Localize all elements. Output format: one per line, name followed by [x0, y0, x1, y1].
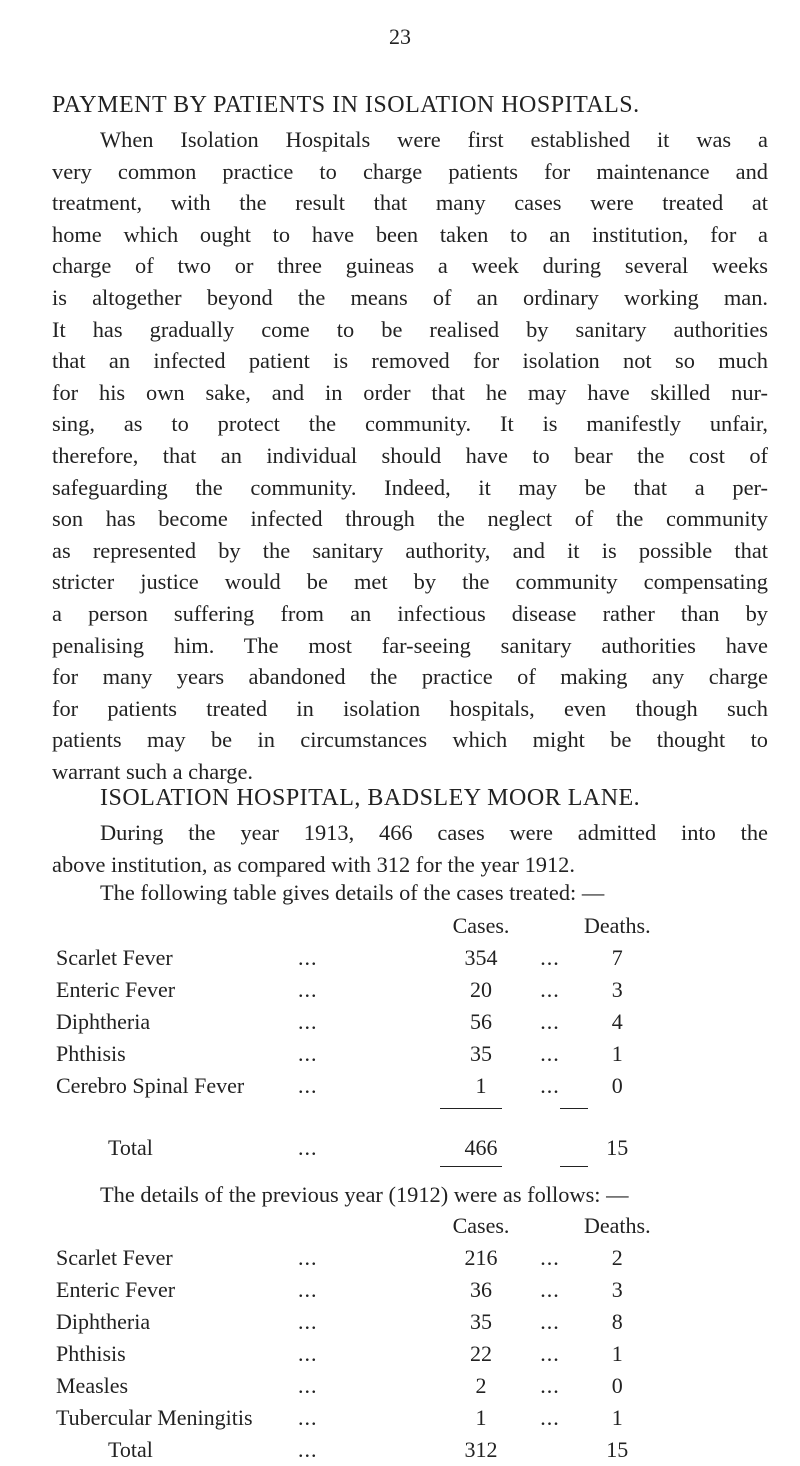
deaths-value: 1	[611, 1341, 623, 1366]
section-heading-isolation-hospital: ISOLATION HOSPITAL, BADSLEY MOOR LANE.	[100, 785, 641, 811]
table-row	[56, 1306, 651, 1338]
text-line: that an infected patient is removed for isolation not so much	[52, 348, 768, 374]
table1-col-deaths: Deaths.	[584, 913, 651, 938]
table1-col-cases: Cases.	[452, 913, 510, 938]
admissions-paragraph	[52, 817, 768, 880]
leader-dots: ...	[298, 1009, 318, 1034]
text-line: charge of two or three guineas a week during several weeks	[52, 253, 768, 279]
table-row	[56, 1070, 651, 1102]
disease-name: Phthisis	[56, 1041, 126, 1066]
leader-dots: ...	[540, 945, 560, 970]
leader-dots: ...	[540, 1041, 560, 1066]
leader-dots: ...	[298, 1073, 318, 1098]
leader-dots: ...	[540, 1309, 560, 1334]
leader-dots: ...	[298, 1309, 318, 1334]
cases-value: 1	[475, 1073, 487, 1098]
leader-dots: ...	[298, 1277, 318, 1302]
leader-dots: ...	[540, 977, 560, 1002]
table1-cases-rule-top	[440, 1108, 502, 1109]
cases-value: 36	[470, 1277, 492, 1302]
text-line: therefore, that an individual should have to bear the cost of	[52, 442, 768, 468]
leader-dots: ...	[540, 1341, 560, 1366]
text-line: for patients treated in isolation hospitals, even though such	[52, 695, 768, 721]
leader-dots: ...	[298, 1041, 318, 1066]
disease-name: Enteric Fever	[56, 977, 176, 1002]
deaths-value: 1	[611, 1041, 623, 1066]
table1-deaths-rule-top	[560, 1108, 588, 1109]
text-line: penalising him. The most far-seeing sanitary authorities have	[52, 632, 768, 658]
cases-value: 22	[470, 1341, 492, 1366]
table1-header-row	[56, 910, 651, 942]
table2-intro: The details of the previous year (1912) were as follows: —	[100, 1182, 629, 1207]
text-line: When Isolation Hospitals were first established it was a	[100, 127, 768, 152]
disease-name: Tubercular Meningitis	[56, 1405, 253, 1430]
text-line: stricter justice would be met by the community compensating	[52, 569, 768, 595]
table-row	[56, 1370, 651, 1402]
text-line: for many years abandoned the practice of making any charge	[52, 664, 768, 690]
table-row	[56, 942, 651, 974]
deaths-value: 2	[611, 1245, 623, 1270]
leader-dots: ...	[298, 977, 318, 1002]
deaths-value: 0	[611, 1373, 623, 1398]
table2-total-row	[56, 1434, 651, 1466]
page-number: 23	[389, 24, 411, 49]
text-line: is altogether beyond the means of an ordinary working man.	[52, 284, 768, 310]
deaths-value: 0	[611, 1073, 623, 1098]
section-heading-payment: PAYMENT BY PATIENTS IN ISOLATION HOSPITALS.	[52, 92, 640, 118]
disease-name: Measles	[56, 1373, 129, 1398]
disease-name: Phthisis	[56, 1341, 126, 1366]
deaths-value: 8	[611, 1309, 623, 1334]
leader-dots: ...	[298, 1373, 318, 1398]
disease-name: Enteric Fever	[56, 1277, 176, 1302]
table1-total-row	[56, 1132, 651, 1164]
deaths-value: 4	[611, 1009, 623, 1034]
text-line: son has become infected through the neglect of the community	[52, 506, 768, 532]
text-line: treatment, with the result that many cases were treated at	[52, 190, 768, 216]
leader-dots: ...	[540, 1245, 560, 1270]
text-line: a person suffering from an infectious disease rather than by	[52, 600, 768, 626]
table2-total-cases: 312	[464, 1437, 498, 1462]
table1-1913	[56, 910, 651, 1164]
cases-value: 35	[470, 1309, 492, 1334]
disease-name: Scarlet Fever	[56, 945, 173, 970]
table2-header-row	[56, 1210, 651, 1242]
text-line: It has gradually come to be realised by sanitary authorities	[52, 316, 768, 342]
table1-total-label: Total	[108, 1135, 153, 1160]
table1-cases-rule-bottom	[440, 1166, 502, 1167]
table1-deaths-rule-bottom	[560, 1166, 588, 1167]
leader-dots: ...	[298, 1405, 318, 1430]
disease-name: Diphtheria	[56, 1309, 151, 1334]
cases-value: 35	[470, 1041, 492, 1066]
leader-dots: ...	[298, 1437, 318, 1462]
leader-dots: ...	[298, 1245, 318, 1270]
leader-dots: ...	[298, 945, 318, 970]
table-row	[56, 1402, 651, 1434]
table-row	[56, 1242, 651, 1274]
cases-value: 20	[470, 977, 492, 1002]
table-row	[56, 974, 651, 1006]
cases-value: 1	[475, 1405, 487, 1430]
text-line: patients may be in circumstances which might be thought to	[52, 727, 768, 753]
cases-value: 56	[470, 1009, 492, 1034]
table1-intro: The following table gives details of the cases treated: —	[100, 880, 605, 905]
table-row	[56, 1006, 651, 1038]
text-line: above institution, as compared with 312 for the year 1912.	[52, 851, 575, 877]
disease-name: Scarlet Fever	[56, 1245, 173, 1270]
cases-value: 354	[464, 945, 498, 970]
leader-dots: ...	[540, 1405, 560, 1430]
table2-col-deaths: Deaths.	[584, 1213, 651, 1238]
text-line: home which ought to have been taken to an institution, for a	[52, 221, 768, 247]
cases-value: 216	[464, 1245, 498, 1270]
disease-name: Cerebro Spinal Fever	[56, 1073, 245, 1098]
payment-paragraph	[52, 124, 768, 787]
deaths-value: 3	[611, 977, 623, 1002]
table-row	[56, 1274, 651, 1306]
leader-dots: ...	[298, 1135, 318, 1160]
disease-name: Diphtheria	[56, 1009, 151, 1034]
text-line: as represented by the sanitary authority, and it is possible that	[52, 537, 768, 563]
table2-total-label: Total	[108, 1437, 153, 1462]
leader-dots: ...	[540, 1073, 560, 1098]
table2-col-cases: Cases.	[452, 1213, 510, 1238]
text-line: very common practice to charge patients for maintenance and	[52, 158, 768, 184]
table2-1912	[56, 1210, 651, 1466]
deaths-value: 1	[611, 1405, 623, 1430]
text-line: sing, as to protect the community. It is manifestly unfair,	[52, 411, 768, 437]
table2-total-deaths: 15	[606, 1437, 629, 1462]
table-row	[56, 1338, 651, 1370]
leader-dots: ...	[540, 1009, 560, 1034]
leader-dots: ...	[540, 1277, 560, 1302]
table1-total-deaths: 15	[606, 1135, 629, 1160]
table1-total-cases: 466	[464, 1135, 498, 1160]
deaths-value: 3	[611, 1277, 623, 1302]
leader-dots: ...	[540, 1373, 560, 1398]
text-line: safeguarding the community. Indeed, it may be that a per-	[52, 474, 768, 500]
deaths-value: 7	[611, 945, 623, 970]
text-line: warrant such a charge.	[52, 758, 254, 784]
text-line: for his own sake, and in order that he may have skilled nur-	[52, 379, 768, 405]
text-line: During the year 1913, 466 cases were admitted into the	[100, 820, 768, 845]
cases-value: 2	[475, 1373, 487, 1398]
leader-dots: ...	[298, 1341, 318, 1366]
table-row	[56, 1038, 651, 1070]
